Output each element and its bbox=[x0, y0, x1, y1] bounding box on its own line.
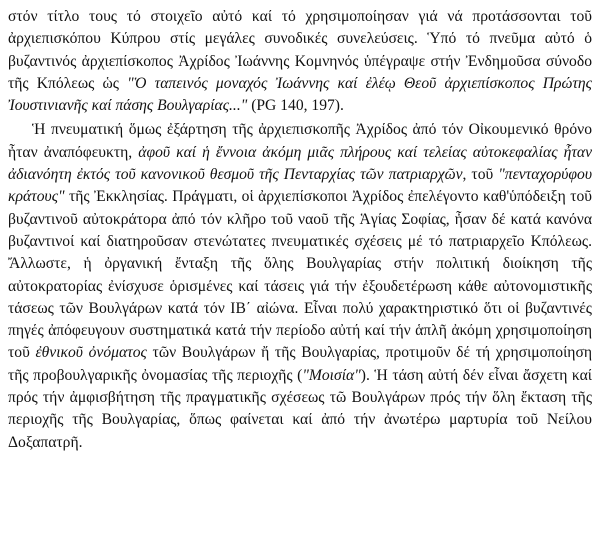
paragraph-2 bbox=[8, 119, 592, 453]
paragraph-2-italic-2: "πενταχορύφου κράτους" bbox=[8, 166, 592, 206]
paragraph-2-text-1: Ἡ πνευματική ὅμως ἐξάρτηση τῆς ἀρχιεπισκοπῆς Ἀχρίδος ἀπό τόν Οἰκουμενικό θρόνο ἦταν ἀναπόφευκτη, bbox=[8, 121, 592, 161]
paragraph-2-text-3: τῆς Ἐκκλησίας. Πράγματι, οἱ ἀρχιεπίσκοποι Ἀχρίδος ἐπελέγοντο καθ'ὑπόδειξη τοῦ βυζαντινοῦ αὐτοκράτορα ἀπό τόν κλῆρο τοῦ ναοῦ τῆς Ἁγίας Σοφίας, ἦσαν δέ κατά κανόνα βυζαντινοί καί διατηροῦσαν στενώτατες πνευματικές σχέσεις μέ τό πατριαρχεῖο Κπόλεως. Ἄλλωστε, ἡ ὀργανική ἔνταξη τῆς ὅλης Βουλγαρίας στήν πολιτική διοίκηση τῆς αὐτοκρατορίας ἐνίσχυσε ὁρισμένες καί τάσεις γιά τήν ἐξουδετέρωση κάθε αὐτονομιστικῆς τάσεως τῶν Βουλγάρων κατά τόν ΙΒ΄ αἰώνα. Εἶναι πολύ χαρακτηριστικό ὅτι οἱ βυζαντινές πηγές ἀπόφευγουν συστηματικά κατά τήν περίοδο αὐτή καί τήν ἁπλῆ ἀκόμη χρησιμοποίηση τοῦ bbox=[8, 188, 592, 362]
paragraph-2-italic-1: ἀφοῦ καί ἡ ἔννοια ἀκόμη μιᾶς πλήρους καί τελείας αὐτοκεφαλίας ἦταν ἀδιανόητη ἐκτός τοῦ κανονικοῦ θεσμοῦ τῆς Πενταρχίας τῶν πατριαρχῶν bbox=[8, 143, 593, 184]
paragraph-1-text: στόν τίτλο τους τό στοιχεῖο αὐτό καί τό χρησιμοποίησαν γιά νά προτάσσονται τοῦ ἀρχιεπισκόπου Κύπρου στίς μεγάλες συνοδικές συνελεύσεις. Ὑπό τό πνεῦμα αὐτό ὁ βυζαντινός ἀρχιεπίσκοπος Ἀχρίδος Ἰωάννης Κομνηνός ὑπέγραψε στήν Ἐνδημοῦσα σύνοδο τῆς Κπόλεως ὡς bbox=[8, 8, 592, 92]
paragraph-2-italic-3: ἐθνικοῦ ὀνόματος bbox=[35, 344, 147, 362]
paragraph-1-quote: "Ὁ ταπεινός μοναχός Ἰωάννης καί ἐλέῳ Θεοῦ ἀρχιεπίσκοπος Πρώτης Ἰουστινιανῆς καί πάσης Βουλγαρίας..." bbox=[8, 74, 592, 115]
paragraph-2-text-4: τῶν Βουλγάρων ἤ τῆς Βουλγαρίας, προτιμοῦν δέ τή χρησιμοποίηση τῆς προβουλγαρικῆς ὀνομασίας τῆς περιοχῆς ( bbox=[8, 344, 593, 384]
paragraph-1 bbox=[8, 6, 592, 117]
paragraph-2-text-2: , τοῦ bbox=[462, 166, 499, 184]
paragraph-2-italic-4: "Μοισία" bbox=[302, 366, 361, 384]
paragraph-1-reference: (PG 140, 197). bbox=[247, 97, 344, 115]
paragraph-2-text-5: ). Ἡ τάση αὐτή δέν εἶναι ἄσχετη καί πρός τήν ἀμφισβήτηση τῆς πραγματικῆς σχέσεως τῶ Βουλγάρων πρός τήν ὅλη ἔκταση τῆς περιοχῆς τῆς Βουλγαρίας, ὅπως φαίνεται καί ἀπό τήν ἀνωτέρω μαρτυρία τοῦ Νείλου Δοξαπατρῆ. bbox=[8, 366, 593, 451]
